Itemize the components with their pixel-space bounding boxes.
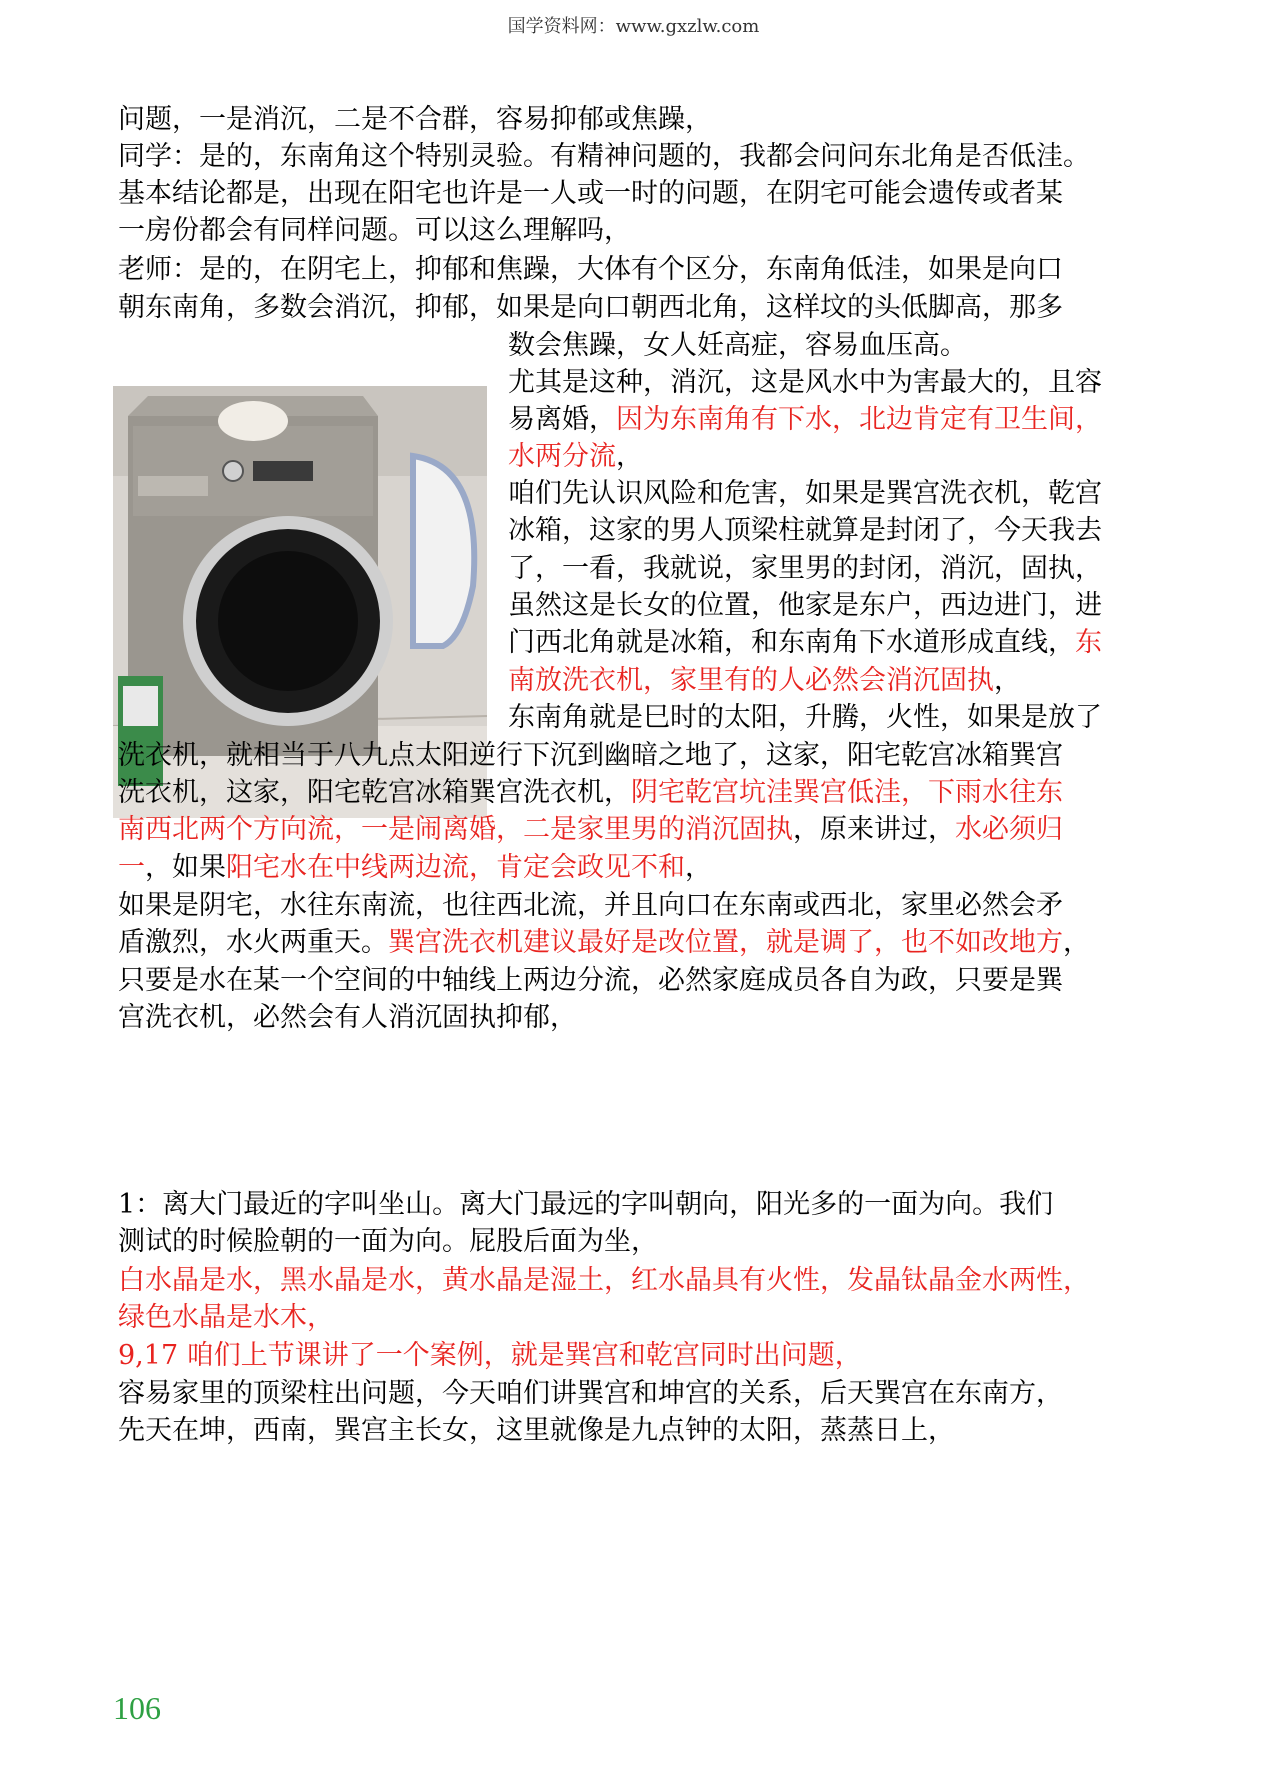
body-text: ，原来讲过， (793, 814, 955, 845)
body-text: ， (1063, 927, 1090, 958)
text-line (118, 1261, 1158, 1301)
body-text: 问题，一是消沉，二是不合群，容易抑郁或焦躁， (118, 104, 712, 135)
page-header: 国学资料网：www.gxzlw.com (507, 16, 760, 37)
text-line (118, 1336, 1158, 1376)
text-line (118, 810, 1158, 850)
body-text: 如果是阴宅，水往东南流，也往西北流，并且向口在东南或西北，家里必然会矛 (118, 890, 1063, 921)
body-text: 朝东南角，多数会消沉，抑郁，如果是向口朝西北角，这样坟的头低脚高，那多 (118, 292, 1063, 323)
body-text: 洗衣机，这家，阳宅乾宫冰箱巽宫洗衣机， (118, 777, 631, 808)
body-text: 老师：是的，在阴宅上，抑郁和焦躁，大体有个区分，东南角低洼，如果是向口 (118, 254, 1063, 285)
body-text: ， (994, 665, 1021, 696)
text-line (118, 250, 1158, 290)
body-text: 尤其是这种，消沉，这是风水中为害最大的，且容 (508, 367, 1102, 398)
body-text: 测试的时候脸朝的一面为向。屁股后面为坐， (118, 1226, 658, 1257)
text-line (118, 1185, 1158, 1225)
text-line (118, 886, 1158, 926)
text-line (508, 549, 1158, 589)
highlighted-text: 巽宫洗衣机建议最好是改位置，就是调了，也不如改地方 (388, 927, 1063, 958)
body-text: 容易家里的顶梁柱出问题，今天咱们讲巽宫和坤宫的关系，后天巽宫在东南方， (118, 1378, 1063, 1409)
text-line (118, 848, 1158, 888)
body-text: 冰箱，这家的男人顶梁柱就算是封闭了，今天我去 (508, 515, 1102, 546)
body-text: 洗衣机，就相当于八九点太阳逆行下沉到幽暗之地了，这家，阳宅乾宫冰箱巽宫 (118, 740, 1063, 771)
body-text: 门西北角就是冰箱，和东南角下水道形成直线， (508, 627, 1075, 658)
highlighted-text: 因为东南角有下水，北边肯定有卫生间， (616, 404, 1102, 435)
text-line (118, 1222, 1158, 1262)
text-line (508, 400, 1158, 440)
text-line (118, 211, 1158, 251)
highlighted-text: 水两分流 (508, 441, 616, 472)
text-line (118, 923, 1158, 963)
text-line (118, 174, 1158, 214)
text-line (508, 661, 1158, 701)
text-line (118, 1374, 1158, 1414)
body-text: ， (685, 852, 712, 883)
text-line (118, 288, 1158, 328)
highlighted-text: 白水晶是水，黑水晶是水，黄水晶是湿土，红水晶具有火性，发晶钛晶金水两性， (118, 1265, 1090, 1296)
text-line (118, 736, 1158, 776)
body-text: 先天在坤，西南，巽宫主长女，这里就像是九点钟的太阳，蒸蒸日上， (118, 1415, 955, 1446)
body-text: 虽然这是长女的位置，他家是东户，西边进门，进 (508, 590, 1102, 621)
highlighted-text: 一 (118, 852, 145, 883)
body-text: 一房份都会有同样问题。可以这么理解吗， (118, 215, 631, 246)
highlighted-text: 阴宅乾宫坑洼巽宫低洼，下雨水往东 (631, 777, 1063, 808)
body-text: 咱们先认识风险和危害，如果是巽宫洗衣机，乾宫 (508, 478, 1102, 509)
body-text: 宫洗衣机，必然会有人消沉固执抑郁， (118, 1002, 577, 1033)
highlighted-text: 南西北两个方向流，一是闹离婚，二是家里男的消沉固执 (118, 814, 793, 845)
highlighted-text: 水必须归 (955, 814, 1063, 845)
highlighted-text: 南放洗衣机，家里有的人必然会消沉固执 (508, 665, 994, 696)
text-line (508, 698, 1158, 738)
highlighted-text: 东 (1075, 627, 1102, 658)
text-line (118, 1411, 1158, 1451)
highlighted-text: 阳宅水在中线两边流，肯定会政见不和 (226, 852, 685, 883)
body-text: 了，一看，我就说，家里男的封闭，消沉，固执， (508, 553, 1102, 584)
text-line (508, 511, 1158, 551)
body-text: 东南角就是巳时的太阳，升腾，火性，如果是放了 (508, 702, 1102, 733)
body-text: 同学：是的，东南角这个特别灵验。有精神问题的，我都会问问东北角是否低洼。 (118, 141, 1090, 172)
highlighted-text: 绿色水晶是水木， (118, 1302, 334, 1333)
body-text: 只要是水在某一个空间的中轴线上两边分流，必然家庭成员各自为政，只要是巽 (118, 965, 1063, 996)
body-text: 盾激烈，水火两重天。 (118, 927, 388, 958)
text-line (508, 623, 1158, 663)
body-text: 易离婚， (508, 404, 616, 435)
text-line (118, 137, 1158, 177)
text-line (118, 100, 1158, 140)
text-line (118, 961, 1158, 1001)
body-text: ，如果 (145, 852, 226, 883)
text-line (508, 474, 1158, 514)
text-line (508, 326, 1158, 366)
page-number: 106 (113, 1690, 161, 1726)
text-line (118, 773, 1158, 813)
text-line (118, 998, 1158, 1038)
text-line (508, 586, 1158, 626)
text-line (508, 437, 1158, 477)
highlighted-text: 9,17 咱们上节课讲了一个案例，就是巽宫和乾宫同时出问题， (118, 1340, 862, 1371)
body-text: ， (616, 441, 643, 472)
body-text: 1：离大门最近的字叫坐山。离大门最远的字叫朝向，阳光多的一面为向。我们 (118, 1189, 1054, 1220)
body-text: 基本结论都是，出现在阳宅也许是一人或一时的问题，在阴宅可能会遗传或者某 (118, 178, 1063, 209)
text-line (118, 1298, 1158, 1338)
body-text: 数会焦躁，女人妊高症，容易血压高。 (508, 330, 967, 361)
text-line (508, 363, 1158, 403)
